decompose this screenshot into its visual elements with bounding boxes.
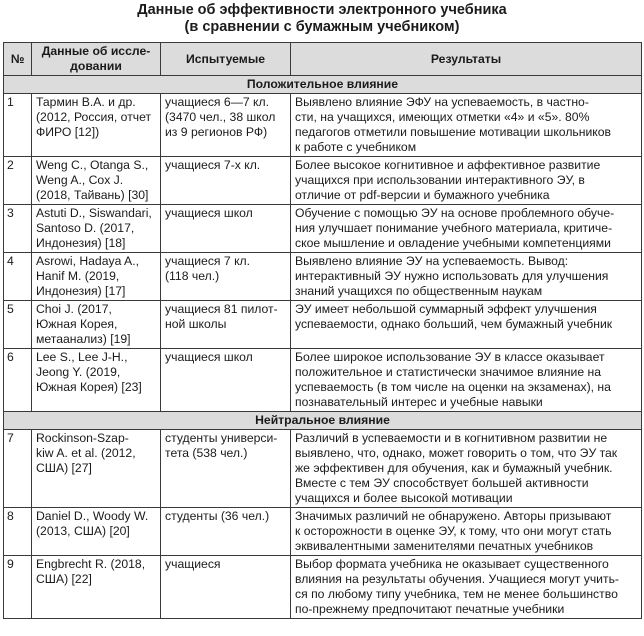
table-row — [4, 508, 642, 556]
table-row — [4, 157, 642, 205]
row-subjects: учащиеся школ — [161, 205, 291, 253]
effectiveness-table — [3, 42, 642, 619]
header-num: № — [4, 43, 32, 76]
table-row — [4, 556, 642, 619]
row-results: Выявлено влияние ЭФУ на успеваемость, в частно- сти, на учащихся, имеющих отметки «4» и «5». 80% педагогов отметили повышение мотивации школьников к работе с учебником — [291, 94, 642, 157]
row-source: Astuti D., Siswandari, Santoso D. (2017, Индонезия) [18] — [32, 205, 161, 253]
row-source: Asrowi, Hadaya A., Hanif M. (2019, Индонезия) [17] — [32, 253, 161, 301]
row-num: 9 — [4, 556, 32, 619]
header-subjects: Испытуемые — [161, 43, 291, 76]
row-source: Engbrecht R. (2018, США) [22] — [32, 556, 161, 619]
title-line-1: Данные об эффективности электронного учебника — [137, 2, 507, 18]
row-subjects: студенты универси- тета (538 чел.) — [161, 430, 291, 508]
table-row — [4, 301, 642, 349]
row-subjects: студенты (36 чел.) — [161, 508, 291, 556]
row-num: 4 — [4, 253, 32, 301]
table-row — [4, 205, 642, 253]
row-num: 7 — [4, 430, 32, 508]
header-results: Результаты — [291, 43, 642, 76]
row-results: Выявлено влияние ЭУ на успеваемость. Вывод: интерактивный ЭУ нужно использовать для улучшения знаний учащихся по общественным наукам — [291, 253, 642, 301]
row-num: 6 — [4, 349, 32, 412]
row-subjects: учащиеся школ — [161, 349, 291, 412]
row-results: Различий в успеваемости и в когнитивном развитии не выявлено, что, однако, может говорить о том, что ЭУ так же эффективен для обучения, как и бумажный учебник. Вместе с тем ЭУ способствует большей активности учащихся и более высокой мотивации — [291, 430, 642, 508]
row-results: Обучение с помощью ЭУ на основе проблемного обуче- ния улучшает понимание учебного материала, критиче- ское мышление и овладение учебными компетенциями — [291, 205, 642, 253]
row-num: 2 — [4, 157, 32, 205]
row-num: 5 — [4, 301, 32, 349]
row-subjects: учащиеся — [161, 556, 291, 619]
header-source: Данные об иссле- довании — [32, 43, 161, 76]
row-num: 1 — [4, 94, 32, 157]
row-subjects: учащиеся 6—7 кл. (3470 чел., 38 школ из 9 регионов РФ) — [161, 94, 291, 157]
row-results: Более широкое использование ЭУ в классе оказывает положительное и статистически значимое влияние на успеваемость (в том числе на оценки на экзаменах), на познавательный интерес и учебные навыки — [291, 349, 642, 412]
row-results: Значимых различий не обнаружено. Авторы призывают к осторожности в оценке ЭУ, к тому, что они могут стать эквивалентными заменителями печатных учебников — [291, 508, 642, 556]
row-subjects: учащиеся 7 кл. (118 чел.) — [161, 253, 291, 301]
table-title — [0, 2, 644, 36]
row-subjects: учащиеся 81 пилот- ной школы — [161, 301, 291, 349]
table-row — [4, 94, 642, 157]
section-positive-label: Положительное влияние — [4, 76, 642, 94]
row-results: Выбор формата учебника не оказывает существенного влияния на результаты обучения. Учащиеся могут учить- ся по любому типу учебника, тем не менее большинство по-прежнему предпочитают печатные учебники — [291, 556, 642, 619]
section-row-positive — [4, 76, 642, 94]
row-results: Более высокое когнитивное и аффективное развитие учащихся при использовании интерактивного ЭУ, в отличие от pdf-версии и бумажного учебника — [291, 157, 642, 205]
row-source: Weng C., Otanga S., Weng A., Cox J. (2018, Тайвань) [30] — [32, 157, 161, 205]
header-row — [4, 43, 642, 76]
table-row — [4, 430, 642, 508]
table-row — [4, 253, 642, 301]
row-source: Тармин В.А. и др. (2012, Россия, отчет ФИРО [12]) — [32, 94, 161, 157]
row-num: 3 — [4, 205, 32, 253]
section-row-neutral — [4, 412, 642, 430]
row-num: 8 — [4, 508, 32, 556]
section-neutral-label: Нейтральное влияние — [4, 412, 642, 430]
row-source: Daniel D., Woody W. (2013, США) [20] — [32, 508, 161, 556]
row-source: Lee S., Lee J-H., Jeong Y. (2019, Южная Корея) [23] — [32, 349, 161, 412]
row-results: ЭУ имеет небольшой суммарный эффект улучшения успеваемости, однако больший, чем бумажный учебник — [291, 301, 642, 349]
title-line-2: (в сравнении с бумажным учебником) — [184, 19, 460, 35]
row-source: Rockinson-Szap- kiw A. et al. (2012, США) [27] — [32, 430, 161, 508]
row-source: Choi J. (2017, Южная Корея, метаанализ) [19] — [32, 301, 161, 349]
table-row — [4, 349, 642, 412]
row-subjects: учащиеся 7-х кл. — [161, 157, 291, 205]
